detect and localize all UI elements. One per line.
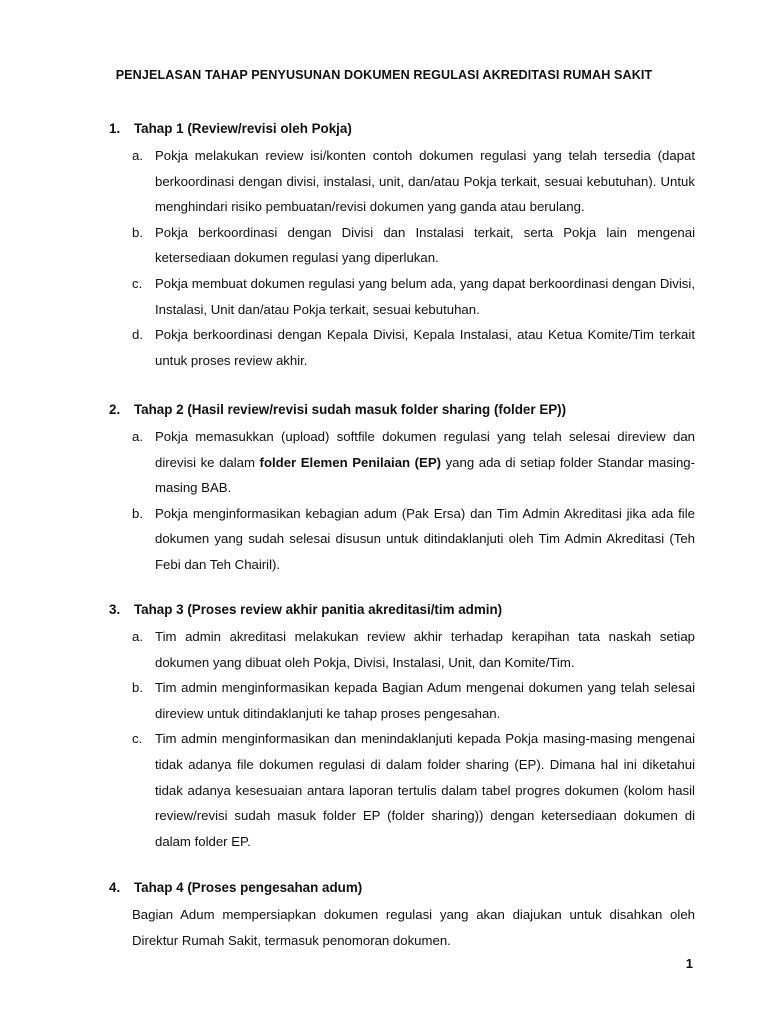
item-letter: b. [132, 680, 143, 696]
step-2-title: Tahap 2 (Hasil review/revisi sudah masuk folder sharing (folder EP)) [134, 402, 567, 417]
item-letter: a. [132, 148, 143, 163]
step-4-title: Tahap 4 (Proses pengesahan adum) [134, 880, 363, 895]
step-3-items [109, 624, 695, 854]
page-number: 1 [685, 956, 693, 971]
item-text: Pokja berkoordinasi dengan Divisi dan Instalasi terkait, serta Pokja lain mengenai ketersediaan dokumen regulasi yang diperlukan. [155, 224, 695, 266]
list-item [109, 624, 695, 675]
item-text: Tim admin menginformasikan kepada Bagian Adum mengenai dokumen yang telah selesai direview untuk ditindaklanjuti ke tahap proses pengesahan. [155, 680, 695, 721]
item-letter: a. [132, 629, 143, 644]
step-4-number: 4. [109, 880, 121, 895]
item-text: Tim admin menginformasikan dan menindaklanjuti kepada Pokja masing-masing mengenai tidak adanya file dokumen regulasi di dalam folder sharing (EP). Dimana hal ini diketahui tidak adanya kesesuaian antara laporan tertulis dalam tabel progres dokumen (kolom hasil review/revisi sudah masuk folder EP (folder sharing)) dengan ketersediaan dokumen di dalam folder EP. [155, 731, 695, 849]
step-2-heading [109, 400, 695, 420]
step-3-number: 3. [109, 602, 121, 617]
document-title: PENJELASAN TAHAP PENYUSUNAN DOKUMEN REGULASI AKREDITASI RUMAH SAKIT [115, 68, 653, 82]
list-item [109, 424, 695, 501]
step-1-section [109, 119, 695, 373]
step-2-number: 2. [109, 402, 121, 417]
item-letter: a. [132, 429, 143, 444]
item-text: Pokja membuat dokumen regulasi yang belum ada, yang dapat berkoordinasi dengan Divisi, Instalasi, Unit dan/atau Pokja terkait, sesuai kebutuhan. [155, 275, 695, 317]
item-letter: c. [132, 275, 143, 291]
item-text-before: Pokja memasukkan (upload) softfile dokumen regulasi yang telah selesai direview dan direvisi ke dalam [155, 429, 695, 470]
item-text: Pokja berkoordinasi dengan Kepala Divisi, Kepala Instalasi, atau Ketua Komite/Tim terkait untuk proses review akhir. [155, 327, 695, 368]
step-1-number: 1. [109, 121, 121, 136]
step-4-body: Bagian Adum mempersiapkan dokumen regulasi yang akan diajukan untuk disahkan oleh Direktur Rumah Sakit, termasuk penomoran dokumen. [132, 907, 695, 948]
step-2-items [109, 424, 695, 578]
item-letter: c. [132, 731, 143, 747]
list-item [109, 501, 695, 578]
list-item [109, 143, 695, 220]
item-letter: b. [132, 505, 143, 521]
list-item [109, 322, 695, 373]
step-1-heading [109, 119, 695, 139]
item-text-after: yang ada di setiap folder Standar masing-masing BAB. [155, 454, 696, 496]
step-1-items [109, 143, 695, 373]
item-letter: b. [132, 224, 143, 240]
step-3-heading [109, 600, 695, 620]
list-item [109, 220, 695, 271]
step-4-section [109, 878, 695, 953]
item-text: Pokja menginformasikan kebagian adum (Pak Ersa) dan Tim Admin Akreditasi jika ada file dokumen yang sudah selesai disusun untuk ditindaklanjuti oleh Tim Admin Akreditasi (Teh Febi dan Teh Chairil). [155, 505, 695, 572]
step-4-heading [109, 878, 695, 898]
step-3-title: Tahap 3 (Proses review akhir panitia akreditasi/tim admin) [134, 602, 503, 617]
step-1-title: Tahap 1 (Review/revisi oleh Pokja) [134, 121, 352, 136]
step-3-section [109, 600, 695, 854]
list-item [109, 271, 695, 322]
list-item [109, 726, 695, 854]
step-2-section [109, 400, 695, 578]
list-item [109, 675, 695, 726]
item-text: Tim admin akreditasi melakukan review akhir terhadap kerapihan tata naskah setiap dokumen yang dibuat oleh Pokja, Divisi, Instalasi, Unit, dan Komite/Tim. [155, 629, 695, 670]
item-text-bold: folder Elemen Penilaian (EP) [259, 454, 442, 470]
item-text [155, 424, 695, 501]
item-letter: d. [132, 327, 143, 343]
item-text: Pokja melakukan review isi/konten contoh dokumen regulasi yang telah tersedia (dapat berkoordinasi dengan divisi, instalasi, unit, dan/atau Pokja terkait, sesuai kebutuhan). Untuk menghindari risiko pembuatan/revisi dokumen yang ganda atau berulang. [155, 148, 695, 215]
